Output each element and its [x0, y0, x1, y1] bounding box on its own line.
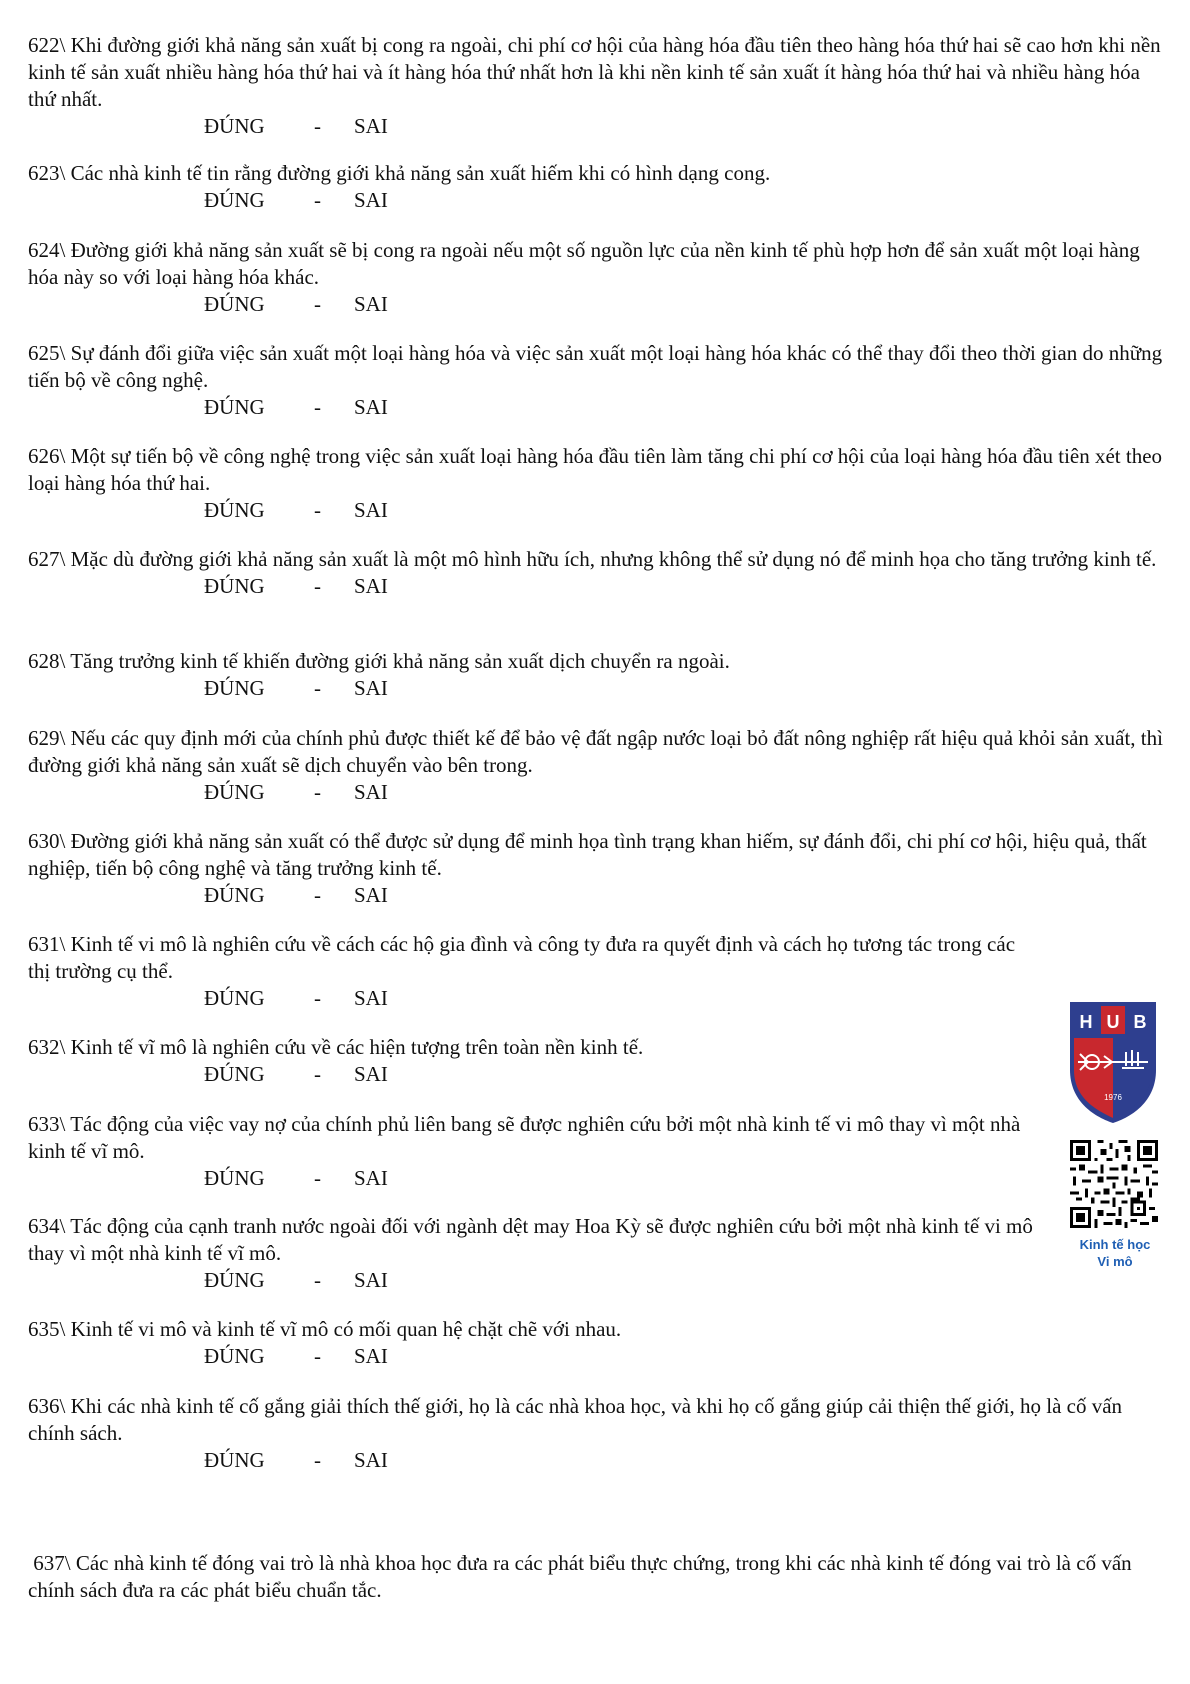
qr-code-icon[interactable]: [1070, 1140, 1158, 1228]
logo-letter-u: U: [1106, 1012, 1120, 1032]
option-false[interactable]: SAI: [354, 114, 388, 138]
option-false[interactable]: SAI: [354, 292, 388, 316]
option-true[interactable]: ĐÚNG: [204, 1062, 265, 1086]
option-false[interactable]: SAI: [354, 1344, 388, 1368]
answer-options: [28, 675, 1168, 702]
option-separator: -: [314, 780, 321, 804]
hub-logo-icon: [1068, 1000, 1158, 1125]
question-text: 624\ Đường giới khả năng sản xuất sẽ bị cong ra ngoài nếu một số nguồn lực của nền kinh tế phù hợp hơn để sản xuất một loại hàng hóa này so với loại hàng hóa khác.: [28, 238, 1140, 289]
option-separator: -: [314, 1448, 321, 1472]
option-true[interactable]: ĐÚNG: [204, 883, 265, 907]
question-624: [28, 237, 1168, 318]
answer-options: [28, 1165, 1038, 1192]
question-634: [28, 1213, 1038, 1294]
option-false[interactable]: SAI: [354, 395, 388, 419]
option-separator: -: [314, 986, 321, 1010]
option-separator: -: [314, 292, 321, 316]
question-629: [28, 725, 1168, 806]
caption-line-2: Vi mô: [1097, 1254, 1133, 1269]
option-true[interactable]: ĐÚNG: [204, 498, 265, 522]
option-true[interactable]: ĐÚNG: [204, 986, 265, 1010]
question-text: 623\ Các nhà kinh tế tin rằng đường giới khả năng sản xuất hiếm khi có hình dạng cong.: [28, 161, 771, 185]
option-separator: -: [314, 1268, 321, 1292]
question-633: [28, 1111, 1038, 1192]
question-635: [28, 1316, 1038, 1370]
option-separator: -: [314, 574, 321, 598]
question-text: 634\ Tác động của cạnh tranh nước ngoài đối với ngành dệt may Hoa Kỳ sẽ được nghiên cứu bởi một nhà kinh tế vi mô thay vì một nhà kinh tế vĩ mô.: [28, 1214, 1033, 1265]
question-637: [28, 1496, 1168, 1658]
option-false[interactable]: SAI: [354, 780, 388, 804]
option-true[interactable]: ĐÚNG: [204, 1166, 265, 1190]
option-false[interactable]: SAI: [354, 986, 388, 1010]
question-text: 631\ Kinh tế vi mô là nghiên cứu về cách các hộ gia đình và công ty đưa ra quyết định và cách họ tương tác trong các thị trường cụ thể.: [28, 932, 1016, 983]
question-632: [28, 1034, 1038, 1088]
answer-options: [28, 985, 1038, 1012]
option-true[interactable]: ĐÚNG: [204, 1344, 265, 1368]
option-true[interactable]: ĐÚNG: [204, 292, 265, 316]
option-false[interactable]: SAI: [354, 1268, 388, 1292]
logo-letter-b: B: [1133, 1012, 1147, 1032]
option-false[interactable]: SAI: [354, 498, 388, 522]
logo-letter-h: H: [1079, 1012, 1093, 1032]
answer-options: [28, 497, 1168, 524]
question-text: 632\ Kinh tế vĩ mô là nghiên cứu về các hiện tượng trên toàn nền kinh tế.: [28, 1035, 644, 1059]
question-626: [28, 443, 1168, 524]
option-false[interactable]: SAI: [354, 188, 388, 212]
question-text: 628\ Tăng trưởng kinh tế khiến đường giới khả năng sản xuất dịch chuyển ra ngoài.: [28, 649, 730, 673]
question-631: [28, 931, 1038, 1012]
option-true[interactable]: ĐÚNG: [204, 780, 265, 804]
question-623: [28, 160, 1168, 214]
logo-year: 1976: [1104, 1093, 1122, 1102]
question-627: [28, 546, 1168, 600]
answer-options: [28, 394, 1168, 421]
question-text: 633\ Tác động của việc vay nợ của chính phủ liên bang sẽ được nghiên cứu bởi một nhà kinh tế vi mô thay vì một nhà kinh tế vĩ mô.: [28, 1112, 1021, 1163]
answer-options: [28, 779, 1168, 806]
option-false[interactable]: SAI: [354, 676, 388, 700]
option-true[interactable]: ĐÚNG: [204, 676, 265, 700]
question-628: [28, 648, 1168, 702]
option-false[interactable]: SAI: [354, 883, 388, 907]
option-true[interactable]: ĐÚNG: [204, 1448, 265, 1472]
question-text: 629\ Nếu các quy định mới của chính phủ được thiết kế để bảo vệ đất ngập nước loại bỏ đất nông nghiệp rất hiệu quả khỏi sản xuất, thì đường giới khả năng sản xuất sẽ dịch chuyển vào bên trong.: [28, 726, 1163, 777]
question-text: 626\ Một sự tiến bộ về công nghệ trong việc sản xuất loại hàng hóa đầu tiên làm tăng chi phí cơ hội của loại hàng hóa đầu tiên xét theo loại hàng hóa thứ hai.: [28, 444, 1163, 495]
question-text: 625\ Sự đánh đổi giữa việc sản xuất một loại hàng hóa và việc sản xuất một loại hàng hóa khác có thể thay đổi theo thời gian do những tiến bộ về công nghệ.: [28, 341, 1163, 392]
option-separator: -: [314, 1166, 321, 1190]
option-separator: -: [314, 883, 321, 907]
option-true[interactable]: ĐÚNG: [204, 395, 265, 419]
question-630: [28, 828, 1168, 909]
option-separator: -: [314, 114, 321, 138]
answer-options: [28, 882, 1168, 909]
question-text: 630\ Đường giới khả năng sản xuất có thể được sử dụng để minh họa tình trạng khan hiếm, sự đánh đổi, chi phí cơ hội, hiệu quả, thất nghiệp, tiến bộ công nghệ và tăng trưởng kinh tế.: [28, 829, 1147, 880]
option-separator: -: [314, 1062, 321, 1086]
question-text: 627\ Mặc dù đường giới khả năng sản xuất là một mô hình hữu ích, nhưng không thể sử dụng nó để minh họa cho tăng trưởng kinh tế.: [28, 547, 1157, 571]
option-separator: -: [314, 188, 321, 212]
option-false[interactable]: SAI: [354, 1062, 388, 1086]
caption-line-1: Kinh tế học: [1079, 1237, 1151, 1252]
question-625: [28, 340, 1168, 421]
answer-options: [28, 1267, 1038, 1294]
course-badge: [1060, 1000, 1170, 1300]
question-text: 636\ Khi các nhà kinh tế cố gắng giải thích thế giới, họ là các nhà khoa học, và khi họ cố gắng giúp cải thiện thế giới, họ là cố vấn chính sách.: [28, 1394, 1123, 1445]
option-separator: -: [314, 395, 321, 419]
option-separator: -: [314, 1344, 321, 1368]
option-false[interactable]: SAI: [354, 574, 388, 598]
option-true[interactable]: ĐÚNG: [204, 114, 265, 138]
option-separator: -: [314, 498, 321, 522]
answer-options: [28, 291, 1168, 318]
option-true[interactable]: ĐÚNG: [204, 1268, 265, 1292]
question-text: 637\ Các nhà kinh tế đóng vai trò là nhà khoa học đưa ra các phát biểu thực chứng, trong khi các nhà kinh tế đóng vai trò là cố vấn chính sách đưa ra các phát biểu chuẩn tắc.: [28, 1551, 1137, 1602]
answer-options: [28, 573, 1168, 600]
option-true[interactable]: ĐÚNG: [204, 188, 265, 212]
course-caption: [1060, 1236, 1170, 1270]
option-true[interactable]: ĐÚNG: [204, 574, 265, 598]
answer-options: [28, 1061, 1038, 1088]
answer-options: [28, 187, 1168, 214]
option-separator: -: [314, 676, 321, 700]
question-text: 635\ Kinh tế vi mô và kinh tế vĩ mô có mối quan hệ chặt chẽ với nhau.: [28, 1317, 622, 1341]
question-636: [28, 1393, 1168, 1474]
answer-options: [28, 113, 1168, 140]
answer-options: [28, 1447, 1168, 1474]
option-false[interactable]: SAI: [354, 1166, 388, 1190]
answer-options: [28, 1343, 1038, 1370]
question-text: 622\ Khi đường giới khả năng sản xuất bị cong ra ngoài, chi phí cơ hội của hàng hóa đầu tiên theo hàng hóa thứ hai sẽ cao hơn khi nền kinh tế sản xuất nhiều hàng hóa thứ hai và ít hàng hóa thứ nhất hơn là khi nền kinh tế sản xuất ít hàng hóa thứ hai và nhiều hàng hóa thứ nhất.: [28, 33, 1161, 111]
option-false[interactable]: SAI: [354, 1448, 388, 1472]
question-622: [28, 32, 1168, 140]
